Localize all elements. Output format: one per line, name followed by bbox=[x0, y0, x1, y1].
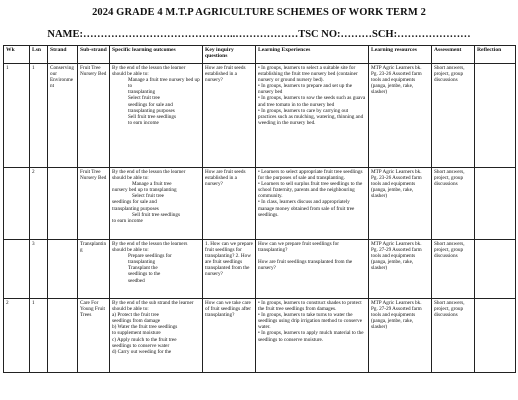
experience-line: How can we prepare fruit seedlings for transplanting? bbox=[258, 241, 339, 254]
table-header-row bbox=[4, 46, 516, 64]
outcome-line: By the end of the lesson the learners should be able to: bbox=[112, 241, 188, 254]
col-header-wk: Wk bbox=[4, 46, 30, 64]
experience-line: • In groups, learners to construct shades to protect the fruit tree seedlings from damages. bbox=[258, 300, 362, 313]
outcome-line: Select fruit tree bbox=[128, 95, 160, 102]
outcome-line: d) Carry out weeding for the bbox=[112, 348, 172, 355]
outcome-line: to earn income bbox=[128, 119, 159, 126]
outcome-line: a) Protect the fruit tree bbox=[112, 312, 159, 319]
cell-lesson: 1 bbox=[30, 299, 48, 373]
col-header-lsn: Lsn bbox=[30, 46, 48, 64]
col-header-questions: Key inquiry questions bbox=[203, 46, 256, 64]
experience-line: • In groups, learners to select a suitable site for establishing the fruit tree nursery bed (container nursery or ground nursery bed). bbox=[258, 65, 358, 84]
cell-questions: 1. How can we prepare fruit seedlings for transplanting? 2. How are fruit seedlings transplanted from the nursery? bbox=[203, 240, 256, 299]
outcome-line: seedbed bbox=[128, 277, 145, 284]
cell-sub-strand: Fruit Tree Nursery Bed bbox=[78, 168, 110, 240]
cell-lesson: 1 bbox=[30, 64, 48, 168]
outcome-line: seedlings to conserve water bbox=[112, 342, 170, 349]
cell-assessment: Short answers, project, group discussions bbox=[432, 299, 475, 373]
cell-sub-strand: Transplanting bbox=[78, 240, 110, 299]
outcome-line: to earn income bbox=[112, 217, 143, 224]
table-row bbox=[4, 64, 516, 168]
experience-line: • In class, learners discuss and appropriately manage money obtained from sale of fruit tree seedlings. bbox=[258, 199, 355, 218]
outcome-line: Manage a fruit tree bbox=[132, 181, 172, 188]
cell-assessment: Short answers, project, group discussions bbox=[432, 64, 475, 168]
scheme-table bbox=[3, 45, 516, 373]
experience-line: • In groups, learners to take turns to water the seedlings using drip irrigation method to conserve water. bbox=[258, 312, 363, 331]
cell-outcomes bbox=[110, 64, 203, 168]
cell-questions: How are fruit seeds established in a nursery? bbox=[203, 168, 256, 240]
cell-experiences bbox=[256, 168, 369, 240]
outcome-line: Sell fruit tree seedlings bbox=[132, 211, 180, 218]
document-title: 2024 GRADE 4 M.T.P AGRICULTURE SCHEMES OF WORK TERM 2 bbox=[92, 7, 426, 18]
cell-outcomes bbox=[110, 168, 203, 240]
outcome-line: transplanting purposes bbox=[112, 205, 159, 212]
experience-line: • In groups, learners to care by carrying out practices such as mulching, watering, thinning and weeding in the nursery bed. bbox=[258, 107, 364, 126]
col-header-reflection: Reflection bbox=[475, 46, 516, 64]
experience-line: • In groups, learners to apply mulch material to the seedlings to conserve moisture. bbox=[258, 330, 364, 343]
outcome-line: Prepare seedlings for bbox=[128, 253, 172, 260]
cell-lesson: 3 bbox=[30, 240, 48, 299]
teacher-details-line: NAME:……………………………………..………………TSC NO:………SCH:………………… bbox=[47, 29, 471, 40]
table-row bbox=[4, 240, 516, 299]
table-row bbox=[4, 299, 516, 373]
cell-sub-strand: Fruit Tree Nursery Bed bbox=[78, 64, 110, 168]
outcome-line: seedlings to the bbox=[128, 271, 161, 278]
cell-sub-strand: Care For Young Fruit Trees bbox=[78, 299, 110, 373]
cell-assessment: Short answers, project, group discussions bbox=[432, 240, 475, 299]
outcome-line: Select fruit tree bbox=[132, 193, 164, 200]
table-row bbox=[4, 168, 516, 240]
cell-questions: How can we take care of fruit seedlings after transplanting? bbox=[203, 299, 256, 373]
outcome-line: By the end of the lesson the learner should be able to: bbox=[112, 65, 186, 78]
cell-questions: How are fruit seeds established in a nursery? bbox=[203, 64, 256, 168]
cell-resources: MTP Agric Learners bk. Pg. 27-29 Assorted farm tools and equipments (panga, jembe, rake, slasher) bbox=[369, 240, 432, 299]
cell-strand bbox=[48, 168, 78, 240]
experience-line: • In groups, learners to prepare and set up the nursery bed bbox=[258, 83, 353, 96]
cell-assessment: Short answers, project, group discussions bbox=[432, 168, 475, 240]
cell-experiences bbox=[256, 64, 369, 168]
cell-reflection bbox=[475, 299, 516, 373]
cell-outcomes bbox=[110, 240, 203, 299]
col-header-experiences: Learning Experiences bbox=[256, 46, 369, 64]
cell-reflection bbox=[475, 240, 516, 299]
outcome-line: seedlings for sale and bbox=[128, 101, 173, 108]
col-header-outcomes: Specific learning outcomes bbox=[110, 46, 203, 64]
cell-experiences bbox=[256, 299, 369, 373]
cell-strand bbox=[48, 240, 78, 299]
cell-week bbox=[4, 240, 30, 299]
cell-resources: MTP Agric Learners bk. Pg. 23-26 Assorted farm tools and equipments (panga, jembe, rake, slasher) bbox=[369, 168, 432, 240]
col-header-resources: Learning resources bbox=[369, 46, 432, 64]
col-header-strand: Strand bbox=[48, 46, 78, 64]
outcome-line: to supplement moisture bbox=[112, 330, 161, 337]
outcome-line: b) Water the fruit tree seedlings bbox=[112, 324, 178, 331]
cell-resources: MTP Agric Learners bk. Pg. 27-29 Assorted farm tools and equipments (panga, jembe, rake, slasher) bbox=[369, 299, 432, 373]
outcome-line: transplanting bbox=[128, 89, 156, 96]
cell-outcomes bbox=[110, 299, 203, 373]
experience-line: • Learners to select appropriate fruit tree seedlings for the purposes of sale and transplanting. bbox=[258, 169, 363, 182]
cell-resources: MTP Agric Learners bk. Pg. 23-26 Assorted farm tools and equipments (panga, jembe, rake, slasher) bbox=[369, 64, 432, 168]
col-header-sub-strand: Sub-strand bbox=[78, 46, 110, 64]
cell-lesson: 2 bbox=[30, 168, 48, 240]
outcome-line: c) Apply mulch to the fruit tree bbox=[112, 336, 177, 343]
experience-line: • In groups, learners to sow the seeds such as guava and tree tomato in to the nursery bed bbox=[258, 95, 366, 108]
outcome-line: By the end of the sub strand the learner should be able to: bbox=[112, 300, 194, 313]
outcome-line: seedlings for sale and bbox=[112, 199, 157, 206]
outcome-line: Sell fruit tree seedlings bbox=[128, 113, 176, 120]
cell-week: 2 bbox=[4, 299, 30, 373]
col-header-assessment: Assessment bbox=[432, 46, 475, 64]
cell-reflection bbox=[475, 64, 516, 168]
cell-reflection bbox=[475, 168, 516, 240]
outcome-line: nursery bed up to transplanting bbox=[112, 187, 177, 194]
outcome-line: seedlings from damage bbox=[112, 318, 161, 325]
experience-line: • Learners to sell surplus fruit tree seedlings to the school fraternity, parents and the neighbouring community. bbox=[258, 181, 363, 200]
outcome-line: Manage a fruit tree nursery bed up to bbox=[128, 77, 200, 90]
experience-line: How are fruit seedlings transplanted from the nursery? bbox=[258, 259, 353, 272]
outcome-line: transplanting purposes bbox=[128, 107, 175, 114]
outcome-line: Transplant the bbox=[128, 265, 158, 272]
cell-experiences bbox=[256, 240, 369, 299]
cell-strand bbox=[48, 299, 78, 373]
cell-week bbox=[4, 168, 30, 240]
cell-week: 1 bbox=[4, 64, 30, 168]
outcome-line: transplanting bbox=[128, 259, 156, 266]
cell-strand: Conserving our Environment bbox=[48, 64, 78, 168]
outcome-line: By the end of the lesson the learner should be able to: bbox=[112, 169, 186, 182]
